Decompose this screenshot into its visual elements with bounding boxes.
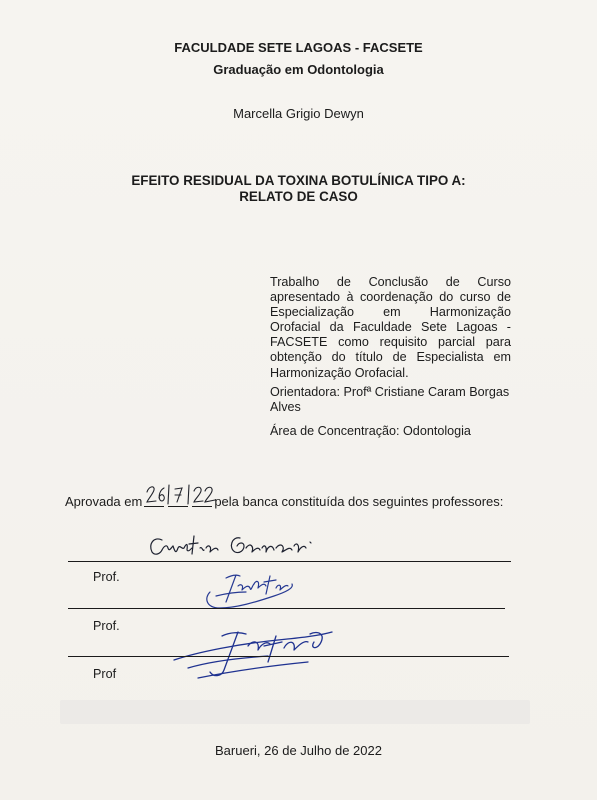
approval-line: [65, 492, 503, 509]
advisor-line: Orientadora: Profª Cristiane Caram Borgas Alves: [270, 385, 510, 415]
examiner-3-signature: [168, 622, 338, 684]
examiner-2-signature: [196, 566, 306, 614]
thesis-title-line-2: RELATO DE CASO: [239, 189, 358, 204]
examiner-1-signature-line: [68, 561, 511, 562]
thesis-title-line-1: EFEITO RESIDUAL DA TOXINA BOTULÍNICA TIPO A:: [131, 173, 466, 188]
examiner-3-label: Prof: [93, 667, 117, 681]
examiner-3-signature-line: [68, 656, 509, 657]
place-and-date: Barueri, 26 de Julho de 2022: [215, 743, 382, 758]
concentration-area: Área de Concentração: Odontologia: [270, 424, 471, 438]
course-name: Graduação em Odontologia: [213, 62, 384, 77]
date-year-blank: [192, 506, 212, 507]
author-name: Marcella Grigio Dewyn: [233, 106, 364, 121]
examiner-2-signature-line: [68, 608, 505, 609]
bleed-through-area: [60, 700, 530, 724]
approval-date-field: [142, 492, 214, 506]
thesis-description: Trabalho de Conclusão de Curso apresentado à coordenação do curso de Especialização em Harmonização Orofacial da Faculdade Sete Lagoas - FACSETE como requisito parcial para obtenção do título de Especialista em Harmonização Orofacial.: [270, 275, 511, 380]
examiner-1-label: Prof.: [93, 570, 120, 584]
institution-name: FACULDADE SETE LAGOAS - FACSETE: [174, 40, 423, 55]
date-month-blank: [168, 506, 188, 507]
approval-prefix: Aprovada em: [65, 494, 143, 509]
handwritten-date: [144, 480, 224, 506]
date-day-blank: [144, 506, 164, 507]
examiner-1-signature: [140, 524, 340, 566]
examiner-2-label: Prof.: [93, 619, 120, 633]
approval-suffix: pela banca constituída dos seguintes professores:: [214, 494, 504, 509]
